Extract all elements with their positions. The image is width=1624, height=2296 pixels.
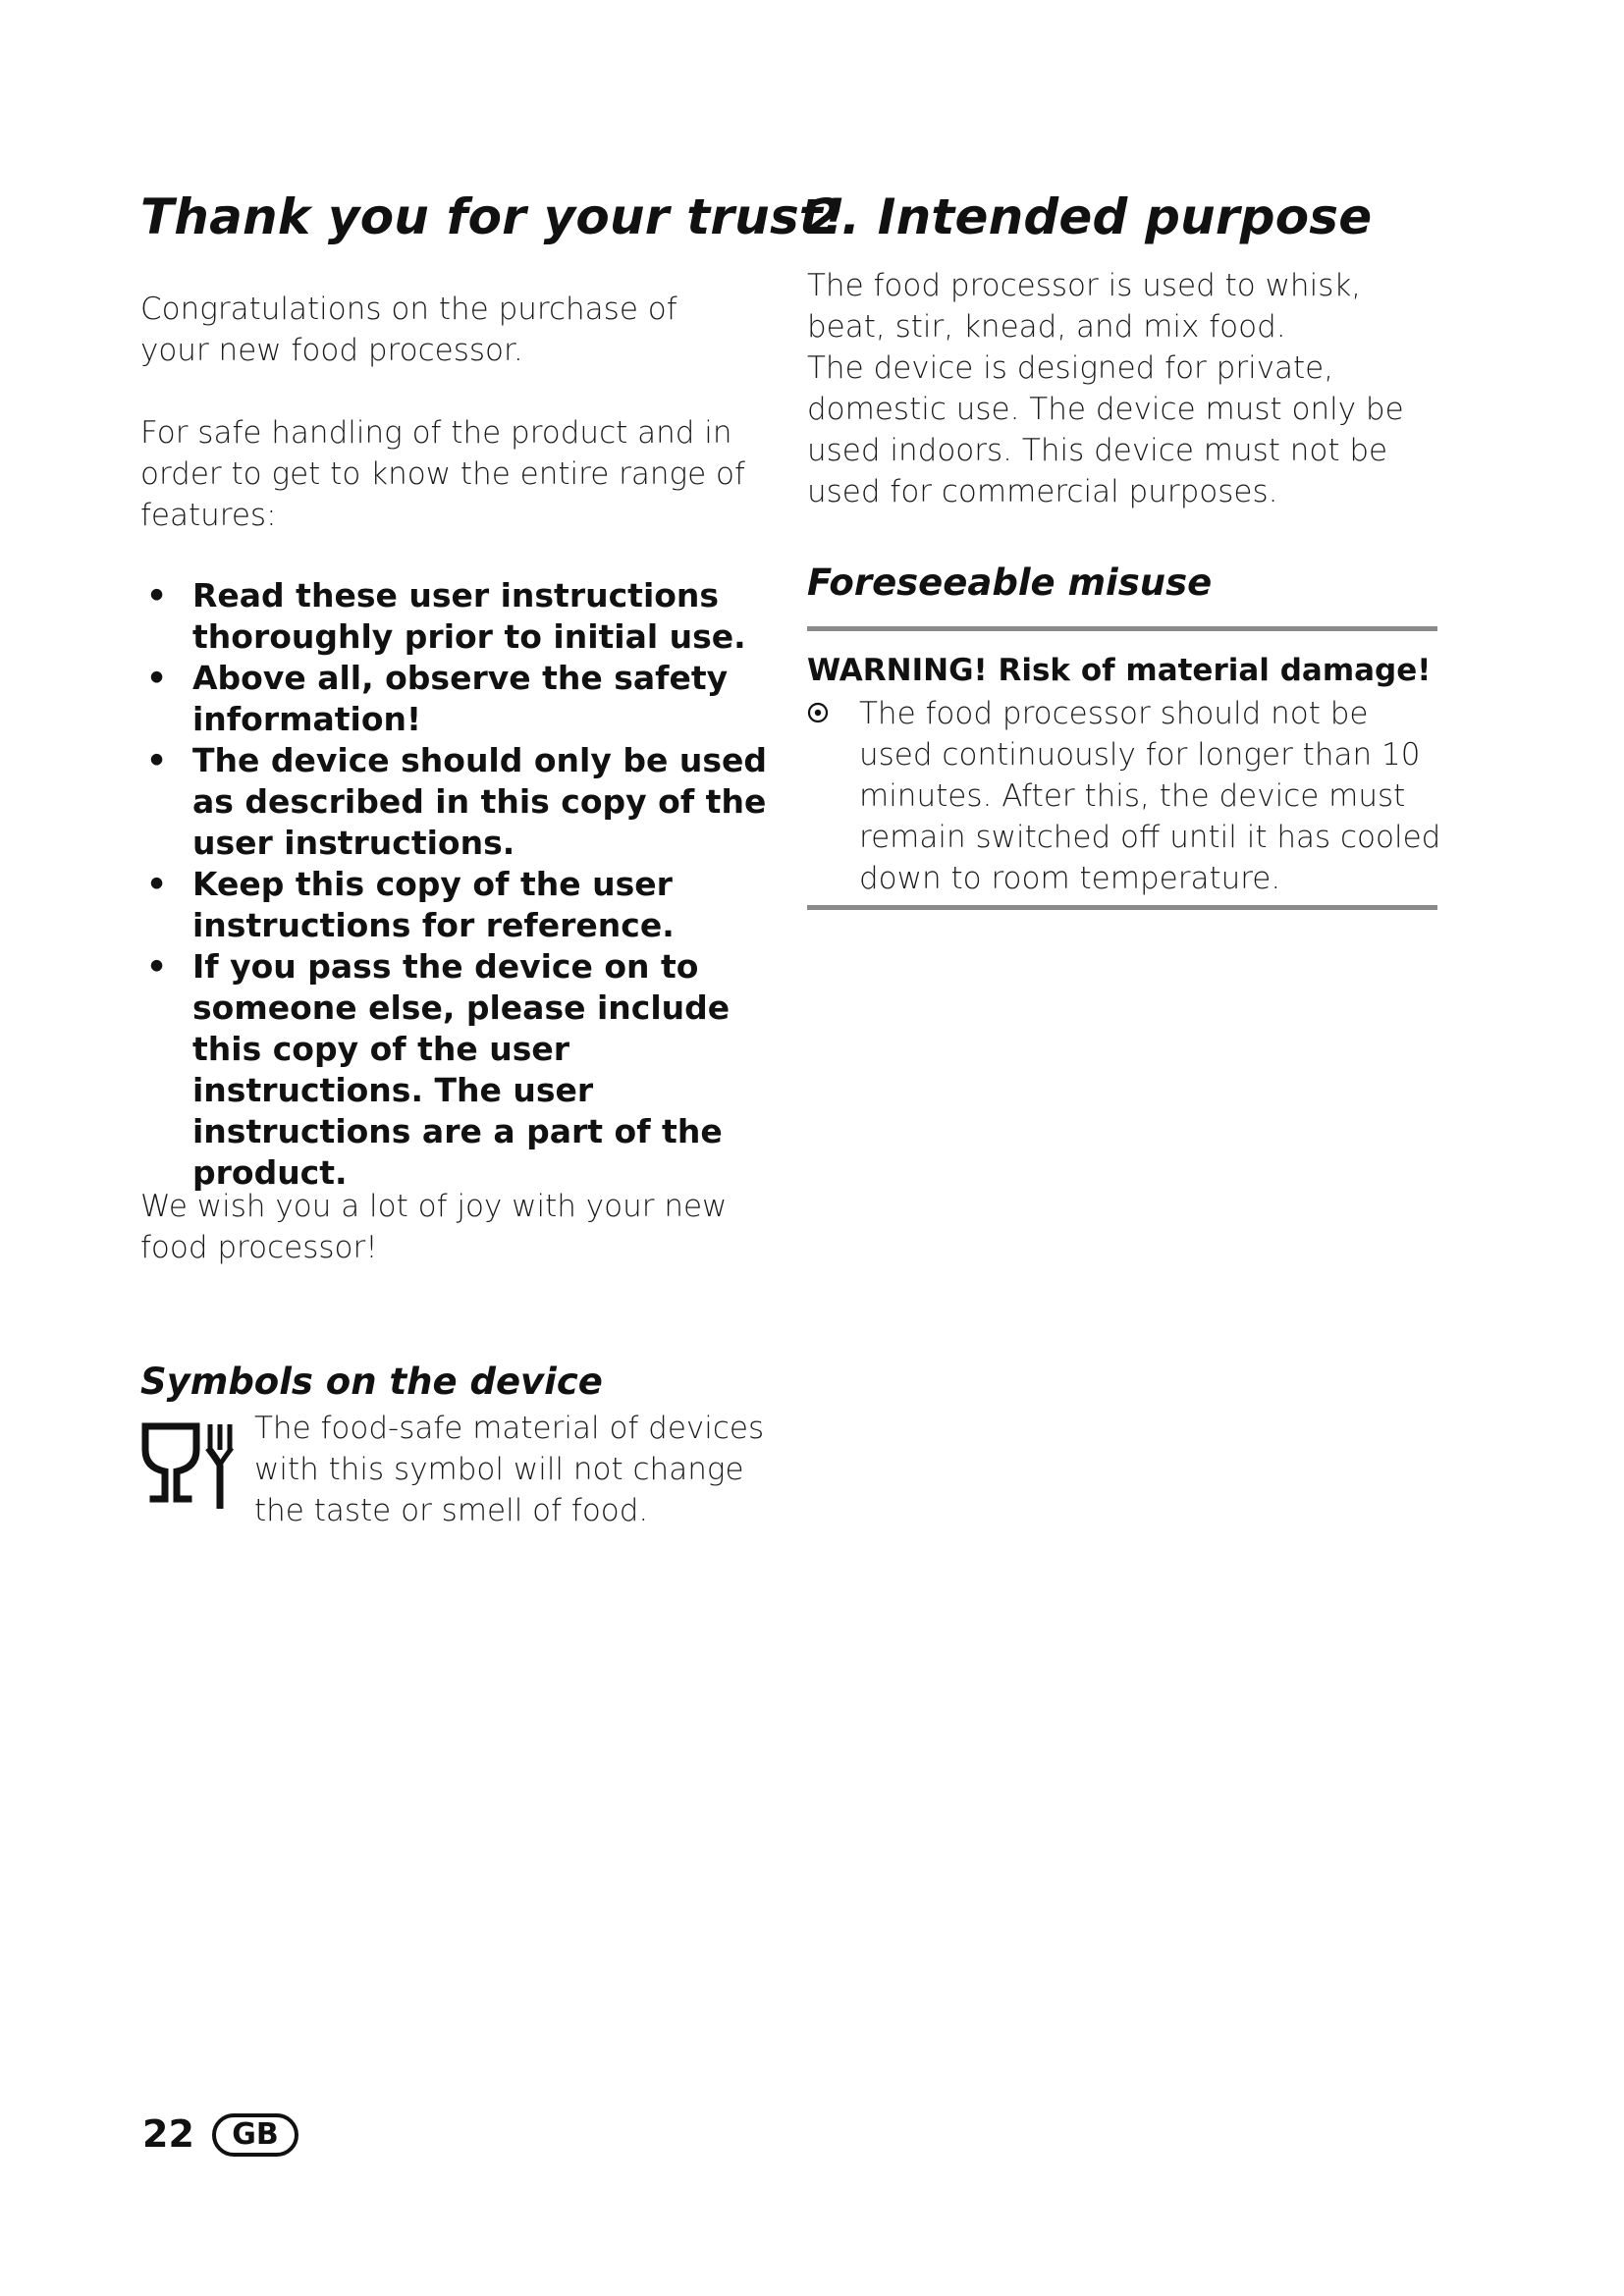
list-item: • Keep this copy of the user instructions for reference. <box>146 865 675 944</box>
page-number: 22 <box>142 2112 194 2156</box>
closing-paragraph: We wish you a lot of joy with your new food processor! <box>140 1189 728 1265</box>
purpose-paragraph-2: The device is designed for private, domestic use. The device must only be used indoors. This device must not be used for commercial purposes. <box>807 350 1404 509</box>
list-item: • Read these user instructions thoroughly prior to initial use. <box>146 576 746 656</box>
right-title: 2. Intended purpose <box>807 188 1373 245</box>
country-badge: GB <box>212 2113 298 2157</box>
warning-bottom-divider <box>807 905 1437 910</box>
warning-title: WARNING! Risk of material damage! <box>807 653 1432 688</box>
warning-circle-dot-icon <box>807 702 829 723</box>
intro-paragraph-1: Congratulations on the purchase of your new food processor. <box>140 292 677 368</box>
warning-item <box>807 693 1445 899</box>
list-item: • If you pass the device on to someone else, please include this copy of the user instructions. The user instructions are a part of the product. <box>146 947 731 1192</box>
list-item: • Above all, observe the safety information! <box>146 659 729 738</box>
list-item: • The device should only be used as described in this copy of the user instructions. <box>146 741 767 862</box>
misuse-heading: Foreseeable misuse <box>807 561 1213 604</box>
intro-paragraph-2: For safe handling of the product and in order to get to know the entire range of features: <box>140 415 745 533</box>
symbol-description: The food-safe material of devices with this symbol will not change the taste or smell of food. <box>254 1411 765 1528</box>
food-safe-icon <box>141 1420 236 1511</box>
instructions-list <box>140 575 779 1194</box>
left-title: Thank you for your trust! <box>140 188 846 245</box>
warning-top-divider <box>807 626 1437 631</box>
purpose-paragraph-1: The food processor is used to whisk, beat, stir, knead, and mix food. <box>807 268 1362 345</box>
symbols-heading: Symbols on the device <box>140 1361 603 1403</box>
warning-text: The food processor should not be used continuously for longer than 10 minutes. After this, the device must remain switched off until it has cooled down to room temperature. <box>859 696 1441 896</box>
